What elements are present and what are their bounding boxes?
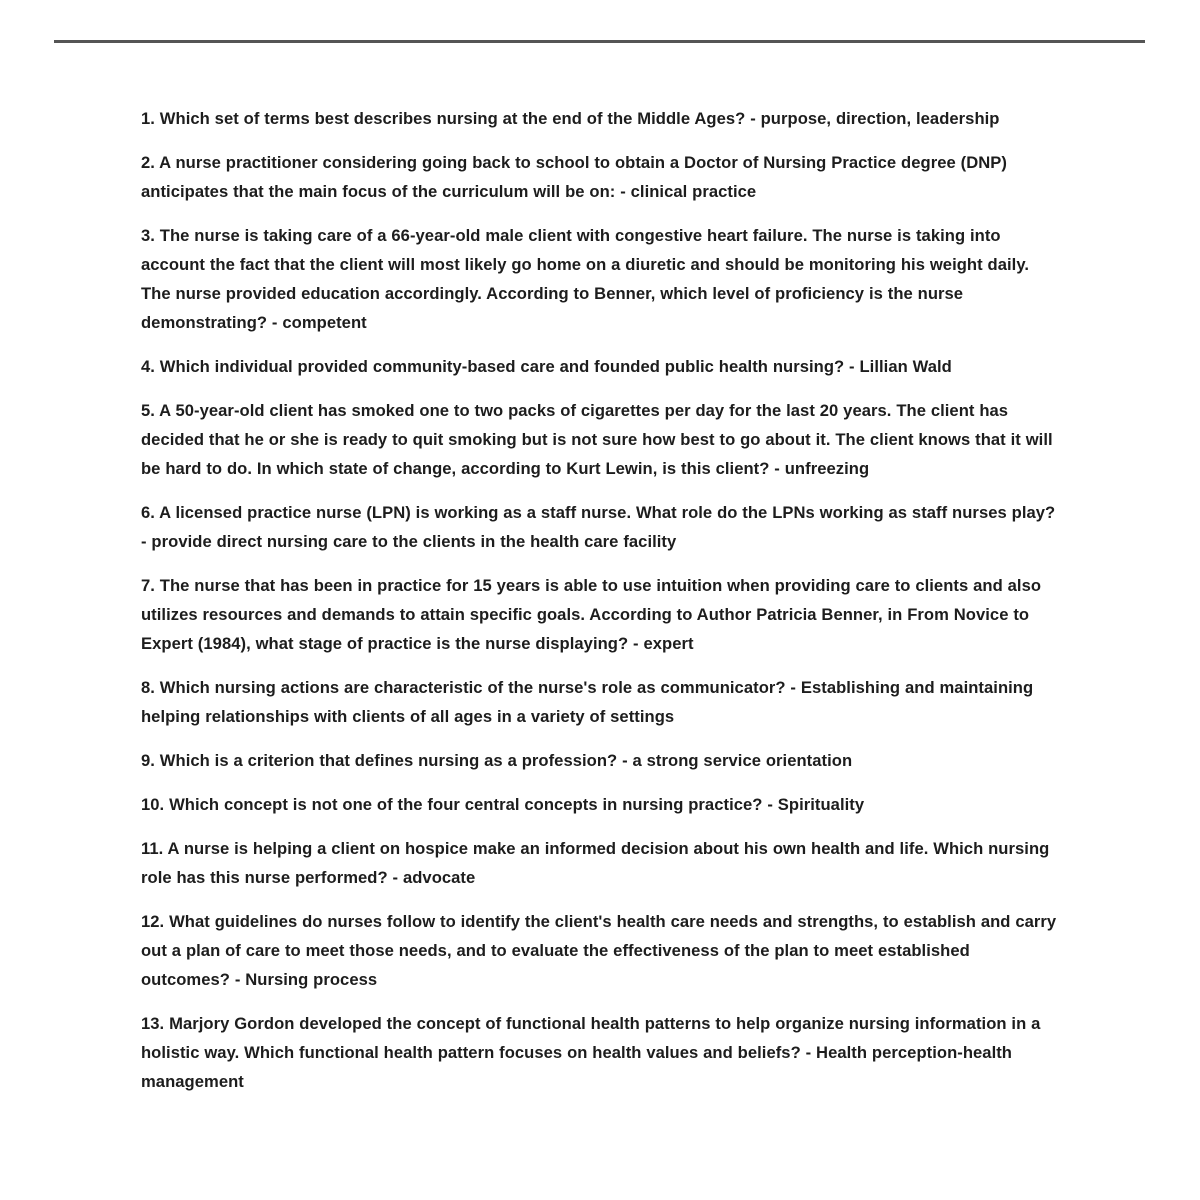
- header-divider: [54, 40, 1145, 43]
- qa-item: 13. Marjory Gordon developed the concept of functional health patterns to help organize nursing information in a holistic way. Which functional health pattern focuses on health values and beliefs? - Health perception-health management: [141, 1014, 1041, 1091]
- qa-item: 8. Which nursing actions are characteristic of the nurse's role as communicator? - Establishing and maintaining helping relationships with clients of all ages in a variety of settings: [141, 678, 1034, 726]
- qa-item: 7. The nurse that has been in practice for 15 years is able to use intuition when providing care to clients and also utilizes resources and demands to attain specific goals. According to Author Patricia Benner, in From Novice to Expert (1984), what stage of practice is the nurse displaying? - expert: [141, 576, 1042, 653]
- qa-item: 6. A licensed practice nurse (LPN) is working as a staff nurse. What role do the LPNs working as staff nurses play? - provide direct nursing care to the clients in the health care facility: [141, 503, 1056, 551]
- qa-item: 4. Which individual provided community-based care and founded public health nursing? - Lillian Wald: [141, 357, 952, 376]
- qa-item: 1. Which set of terms best describes nursing at the end of the Middle Ages? - purpose, direction, leadership: [141, 109, 1000, 128]
- qa-item: 9. Which is a criterion that defines nursing as a profession? - a strong service orientation: [141, 751, 853, 770]
- qa-item: 5. A 50-year-old client has smoked one to two packs of cigarettes per day for the last 20 years. The client has decided that he or she is ready to quit smoking but is not sure how best to go about it. The client knows that it will be hard to do. In which state of change, according to Kurt Lewin, is this client? - unfreezing: [141, 401, 1053, 478]
- qa-list: [141, 104, 1063, 1096]
- qa-item: 2. A nurse practitioner considering going back to school to obtain a Doctor of Nursing Practice degree (DNP) anticipates that the main focus of the curriculum will be on: - clinical practice: [141, 153, 1007, 201]
- qa-item: 3. The nurse is taking care of a 66-year-old male client with congestive heart failure. The nurse is taking into account the fact that the client will most likely go home on a diuretic and should be monitoring his weight daily. The nurse provided education accordingly. According to Benner, which level of proficiency is the nurse demonstrating? - competent: [141, 226, 1030, 332]
- qa-item: 10. Which concept is not one of the four central concepts in nursing practice? - Spirituality: [141, 795, 865, 814]
- qa-item: 12. What guidelines do nurses follow to identify the client's health care needs and strengths, to establish and carry out a plan of care to meet those needs, and to evaluate the effectiveness of the plan to meet established outcomes? - Nursing process: [141, 912, 1057, 989]
- qa-item: 11. A nurse is helping a client on hospice make an informed decision about his own health and life. Which nursing role has this nurse performed? - advocate: [141, 839, 1050, 887]
